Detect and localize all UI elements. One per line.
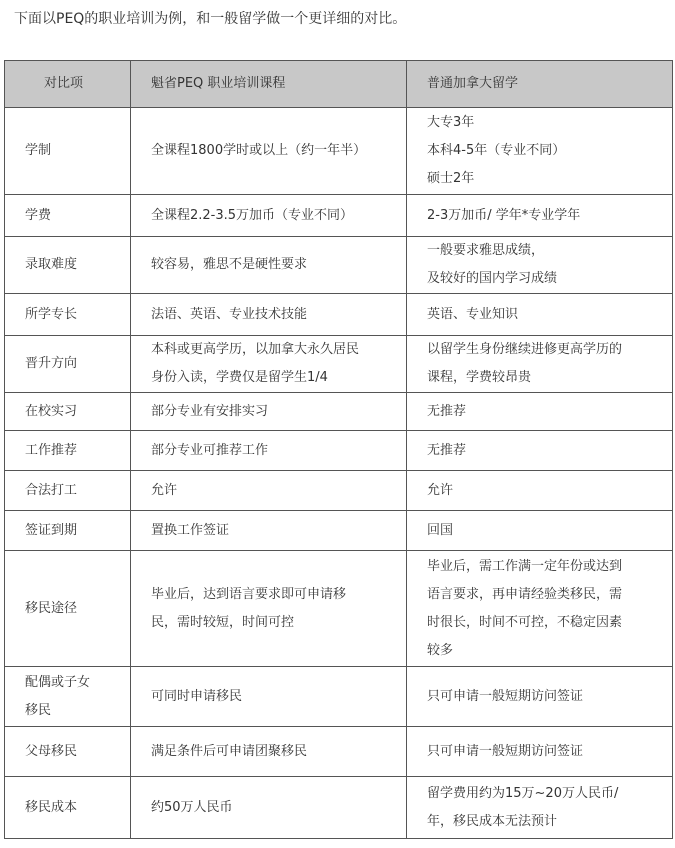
cell-peq [131,511,407,551]
cell-line: 毕业后，需工作满一定年份或达到 [427,558,623,574]
cell-line: 学制 [25,143,52,158]
cell-line: 无推荐 [427,442,467,458]
cell-line: 签证到期 [25,522,78,538]
cell-item [5,431,131,471]
header-study: 普通加拿大留学 [407,61,673,108]
cell-line: 一般要求雅思成绩， [427,243,545,258]
cell-line: 毕业后，达到语言要求即可申请移 [151,586,347,602]
cell-item [5,551,131,667]
cell-line: 硕士2年 [427,171,475,186]
cell-peq [131,294,407,336]
cell-item [5,511,131,551]
table-row [5,667,673,727]
cell-study [407,195,673,237]
cell-line: 本科4-5年（专业不同） [427,143,566,158]
cell-peq [131,431,407,471]
cell-line: 移民 [25,702,52,718]
cell-line: 法语、英语、专业技术技能 [151,306,308,322]
cell-line: 语言要求，再申请经验类移民，需 [427,586,623,602]
cell-line: 及较好的国内学习成绩 [427,271,558,286]
cell-item [5,237,131,294]
cell-line: 身份入读，学费仅是留学生1/4 [151,370,328,385]
cell-line: 留学费用约为15万~20万人民币/ [427,785,619,801]
cell-line: 合法打工 [25,482,78,498]
cell-item [5,471,131,511]
cell-peq [131,237,407,294]
cell-peq [131,336,407,393]
cell-item [5,777,131,839]
cell-study [407,777,673,839]
comparison-table [4,60,673,839]
cell-study [407,551,673,667]
table-row [5,431,673,471]
cell-line: 回国 [427,522,454,538]
cell-item [5,727,131,777]
intro-text: 下面以PEQ的职业培训为例，和一般留学做一个更详细的对比。 [14,11,407,27]
cell-study [407,108,673,195]
cell-line: 约50万人民币 [151,799,233,815]
cell-line: 所学专长 [25,306,78,322]
cell-line: 只可申请一般短期访问签证 [427,688,584,704]
table-row [5,237,673,294]
cell-study [407,727,673,777]
cell-line: 全课程2.2-3.5万加币（专业不同） [151,207,354,223]
cell-line: 较容易，雅思不是硬性要求 [151,257,308,272]
cell-line: 录取难度 [25,257,78,272]
header-item: 对比项 [5,61,131,108]
cell-item [5,667,131,727]
table-row [5,777,673,839]
cell-line: 大专3年 [427,115,475,130]
cell-line: 英语、专业知识 [427,306,519,322]
cell-line: 部分专业有安排实习 [151,403,269,419]
cell-study [407,431,673,471]
cell-line: 允许 [427,482,454,498]
cell-line: 时很长，时间不可控，不稳定因素 [427,614,623,630]
cell-line: 年，移民成本无法预计 [427,813,558,829]
cell-line: 较多 [427,642,454,658]
cell-line: 满足条件后可申请团聚移民 [151,743,308,759]
cell-line: 晋升方向 [25,356,78,371]
cell-line: 在校实习 [25,403,78,419]
cell-peq [131,195,407,237]
cell-line: 2-3万加币/ 学年*专业学年 [427,207,581,223]
cell-item [5,195,131,237]
cell-line: 置换工作签证 [151,522,230,538]
cell-line: 部分专业可推荐工作 [151,442,269,458]
cell-line: 本科或更高学历，以加拿大永久居民 [151,342,360,357]
cell-line: 以留学生身份继续进修更高学历的 [427,342,623,357]
cell-line: 配偶或子女 [25,674,91,690]
cell-item [5,294,131,336]
cell-peq [131,727,407,777]
cell-line: 无推荐 [427,403,467,419]
cell-study [407,393,673,431]
cell-item [5,336,131,393]
table-row [5,551,673,667]
cell-line: 允许 [151,482,178,498]
cell-peq [131,108,407,195]
cell-peq [131,667,407,727]
table-row [5,393,673,431]
cell-line: 父母移民 [25,743,78,759]
table-row [5,471,673,511]
cell-study [407,336,673,393]
cell-line: 全课程1800学时或以上（约一年半） [151,143,367,158]
cell-study [407,667,673,727]
table-header-row [5,61,673,108]
table-row [5,511,673,551]
cell-peq [131,471,407,511]
cell-study [407,511,673,551]
table-row [5,108,673,195]
cell-line: 移民成本 [25,799,78,815]
table-row [5,727,673,777]
table-body [5,108,673,839]
cell-line: 课程，学费较昂贵 [427,370,532,385]
cell-peq [131,393,407,431]
cell-peq [131,777,407,839]
cell-line: 移民途径 [25,600,78,616]
cell-line: 民，需时较短，时间可控 [151,614,295,630]
cell-line: 只可申请一般短期访问签证 [427,743,584,759]
header-peq: 魁省PEQ 职业培训课程 [131,61,407,108]
table-row [5,336,673,393]
cell-study [407,471,673,511]
cell-study [407,294,673,336]
cell-item [5,108,131,195]
cell-line: 可同时申请移民 [151,688,243,704]
table-row [5,195,673,237]
cell-item [5,393,131,431]
cell-study [407,237,673,294]
cell-peq [131,551,407,667]
cell-line: 工作推荐 [25,442,78,458]
cell-line: 学费 [25,207,52,223]
table-row [5,294,673,336]
